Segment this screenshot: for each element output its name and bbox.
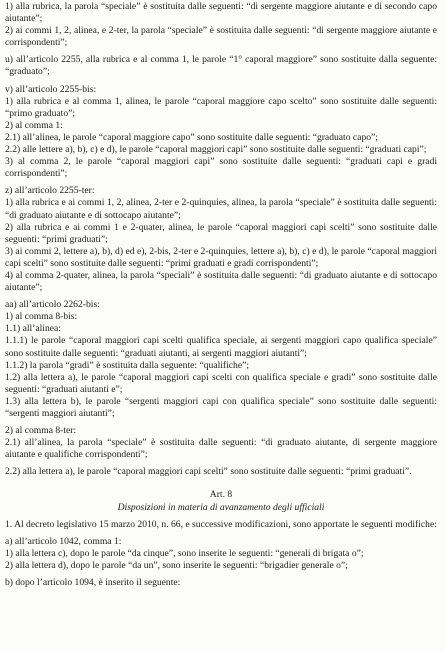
text-paragraph: 1) alla rubrica e al comma 1, alinea, le parole “caporal maggiore capo scelto” sono sostituite dalle seguenti: “primo graduato”;: [5, 95, 437, 119]
text-paragraph: 1. Al decreto legislativo 15 marzo 2010, n. 66, e successive modificazioni, sono apportate le seguenti modifiche:: [5, 518, 437, 530]
text-paragraph: 2.2) alla lettera a), le parole “caporal maggiori capi scelti” sono sostituite dalle seguenti: “primi graduati”.: [5, 466, 412, 478]
article-title: Art. 8: [209, 489, 233, 501]
text-paragraph: 2.1) all’alinea, la parola “speciale” è sostituita dalle seguenti: “di graduato aiutante, di sergente maggiore aiutante e qualifiche corrispondenti”;: [5, 437, 437, 461]
text-paragraph: 2) alla rubrica e ai commi 1 e 2-quater, alinea, le parole “caporal maggiori capi scelti” sono sostituite dalle seguenti: “primi graduati”;: [5, 221, 437, 245]
text-paragraph: 1) al comma 8-bis:: [5, 311, 78, 323]
section-spacer: [5, 478, 437, 487]
text-paragraph: aa) all’articolo 2262-bis:: [5, 299, 100, 311]
text-paragraph: z) all’articolo 2255-ter:: [5, 185, 95, 197]
text-paragraph: 2.1) all’alinea, le parole “caporal maggiore capo” sono sostituite dalle seguenti: “graduato capo”;: [5, 131, 378, 143]
text-paragraph: 1) alla rubrica e ai commi 1, 2, alinea, 2-ter e 2-quinquies, alinea, la parola “speciale” è sostituita dalle seguenti: “di graduato aiutante e di sottocapo aiutante”;: [5, 197, 437, 221]
text-paragraph: 3) al comma 2, le parole “caporal maggiori capi” sono sostituite dalle seguenti: “graduati capi e gradi corrispondenti”;: [5, 156, 437, 180]
text-paragraph: 1.1.1) le parole “caporal maggiori capi scelti qualifica speciale, ai sergenti maggiori capo qualifica speciale” sono sostituite dalle seguenti: “graduati aiutanti, ai sergenti maggiori aiutanti”;: [5, 335, 437, 359]
text-paragraph: 1.1) all’alinea:: [5, 323, 61, 335]
text-paragraph: 3) ai commi 2, lettere a), b), d) ed e), 2-bis, 2-ter e 2-quinquies, lettere a), b), c) e d), le parole “caporal maggiori capi scelti” sono sostituite dalle seguenti: “primi graduati e gradi corrispondenti”;: [5, 245, 437, 269]
text-paragraph: 1.3) alla lettera b), le parole “sergenti maggiori capi con qualifica speciale” sono sostituite dalle seguenti: “sergenti maggiori aiutanti”;: [5, 395, 437, 419]
text-paragraph: b) dopo l’articolo 1094, è inserito il seguente:: [5, 577, 181, 589]
text-paragraph: 2) alla lettera d), dopo le parole “da un”, sono inserite le seguenti: “brigadier generale o”;: [5, 559, 348, 571]
text-paragraph: a) all’articolo 1042, comma 1:: [5, 535, 122, 547]
text-paragraph: 2) ai commi 1, 2, alinea, e 2-ter, la parola “speciale” è sostituita dalle seguenti: “di sergente maggiore aiutante e corrispondenti”;: [5, 25, 437, 49]
text-paragraph: 4) al comma 2-quater, alinea, la parola “speciali” è sostituita dalle seguenti: “di graduato aiutante e di sottocapo aiutante”;: [5, 269, 437, 294]
text-paragraph: u) all’articolo 2255, alla rubrica e al comma 1, le parole “1° caporal maggiore” sono sostituite dalla seguente: “graduato”;: [5, 54, 437, 78]
text-paragraph: 2.2) alle lettere a), b), c) e d), le parole “caporal maggiori capi” sono sostituite dalle seguenti: “graduati capi”;: [5, 144, 427, 156]
article-subtitle: Disposizioni in materia di avanzamento degli ufficiali: [117, 501, 325, 513]
text-paragraph: 2) al comma 1:: [5, 119, 63, 131]
text-paragraph: 1) alla lettera c), dopo le parole “da cinque”, sono inserite le seguenti: “generali di brigata o”;: [5, 547, 364, 559]
text-paragraph: 2) al comma 8-ter:: [5, 425, 77, 437]
text-paragraph: 1.2) alla lettera a), le parole “caporal maggiori capi scelti con qualifica speciale e gradi” sono sostituite dalle seguenti: “graduati aiutanti e”;: [5, 371, 437, 395]
text-paragraph: v) all’articolo 2255-bis:: [5, 83, 97, 95]
text-paragraph: 1.1.2) la parola “gradi” è sostituita dalla seguente: “qualifiche”;: [5, 359, 250, 371]
text-paragraph: 1) alla rubrica, la parola “speciale” è sostituita dalle seguenti: “di sergente maggiore aiutante e di secondo capo aiutante”;: [5, 1, 437, 25]
